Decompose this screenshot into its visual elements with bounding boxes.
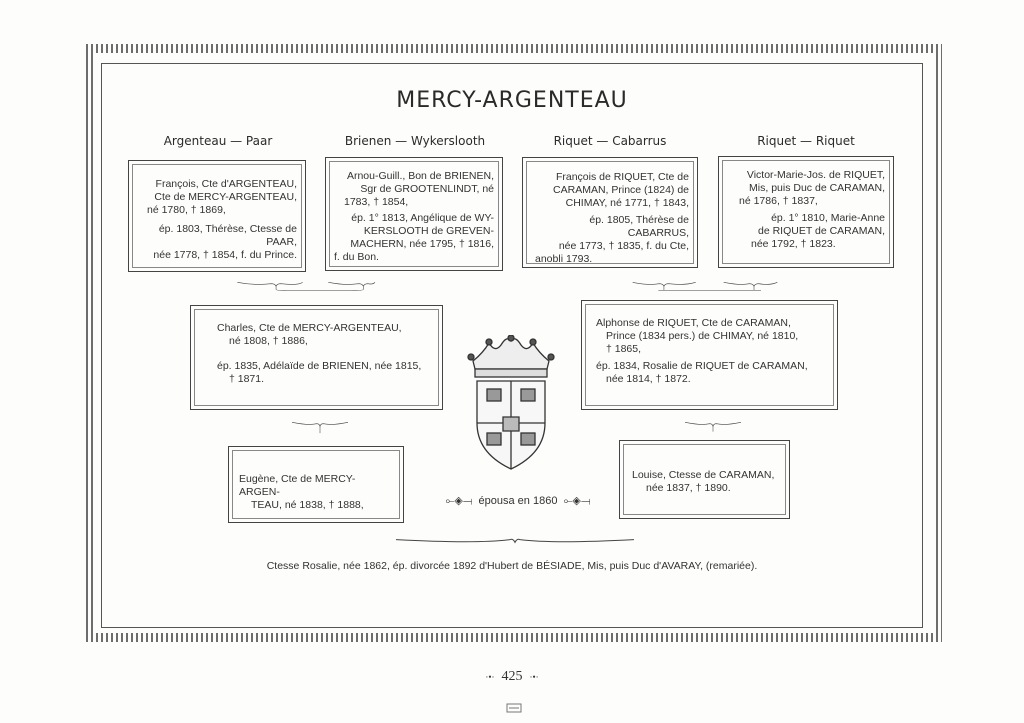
connector-ornament-alphonse [648, 420, 778, 434]
ornament-left-icon: ⟜◈⟞ [445, 495, 473, 507]
box-alphonse: Alphonse de RIQUET, Cte de CARAMAN, Prince (1834 pers.) de CHIMAY, né 1810, † 1865, ép. 1834, Rosalie de RIQUET de CARAMAN, née 1814, † 1872. [581, 300, 838, 410]
box-riquet-cabarrus: François de RIQUET, Cte de CARAMAN, Prince (1824) de CHIMAY, né 1771, † 1843, ép. 1805, Thérèse de CABARRUS, née 1773, † 1835, f. du Cte, anobli 1793. [522, 157, 698, 268]
page-title: MERCY-ARGENTEAU [396, 88, 628, 113]
page-number [0, 669, 1024, 685]
connector-ornament-left [155, 280, 455, 294]
printer-mark-icon [506, 703, 522, 713]
coat-of-arms-icon [463, 335, 559, 475]
column-header-3: Riquet — Cabarrus [553, 134, 667, 148]
column-header-4: Riquet — Riquet [757, 134, 855, 148]
box-riquet-riquet: Victor-Marie-Jos. de RIQUET, Mis, puis Duc de CARAMAN, né 1786, † 1837, ép. 1° 1810, Marie-Anne de RIQUET de CARAMAN, née 1792, † 1823. [718, 156, 894, 268]
page-ornament-right-icon: ·•· [529, 672, 539, 682]
box-brienen-wykerslooth: Arnou-Guill., Bon de BRIENEN, Sgr de GROOTENLINDT, né 1783, † 1854, ép. 1° 1813, Angélique de WY- KERSLOOTH de GREVEN- MACHERN, née 1795, † 1816, f. du Bon. [325, 157, 503, 271]
column-header-2: Brienen — Wykerslooth [344, 134, 486, 148]
marriage-label [438, 494, 598, 508]
page-number-text: 425 [501, 669, 523, 684]
marriage-text: épousa en 1860 [478, 495, 558, 507]
box-charles: Charles, Cte de MERCY-ARGENTEAU, né 1808, † 1886, ép. 1835, Adélaïde de BRIENEN, née 1815, † 1871. [190, 305, 443, 410]
column-header-1: Argenteau — Paar [163, 134, 273, 148]
connector-ornament-bottom [340, 534, 690, 548]
ornament-right-icon: ⟜◈⟞ [563, 495, 591, 507]
connector-ornament-right [545, 280, 865, 294]
box-argenteau-paar: François, Cte d'ARGENTEAU, Cte de MERCY-ARGENTEAU, né 1780, † 1869, ép. 1803, Thérèse, Ctesse de PAAR, née 1778, † 1854, f. du Prince. [128, 160, 306, 272]
connector-ornament-charles [255, 420, 385, 434]
page-ornament-left-icon: ·•· [485, 672, 495, 682]
box-eugene: Eugène, Cte de MERCY-ARGEN- TEAU, né 1838, † 1888, [228, 446, 404, 523]
box-louise: Louise, Ctesse de CARAMAN, née 1837, † 1890. [619, 440, 790, 519]
child-line: Ctesse Rosalie, née 1862, ép. divorcée 1892 d'Hubert de BÉSIADE, Mis, puis Duc d'AVARAY, (remariée). [266, 560, 758, 572]
